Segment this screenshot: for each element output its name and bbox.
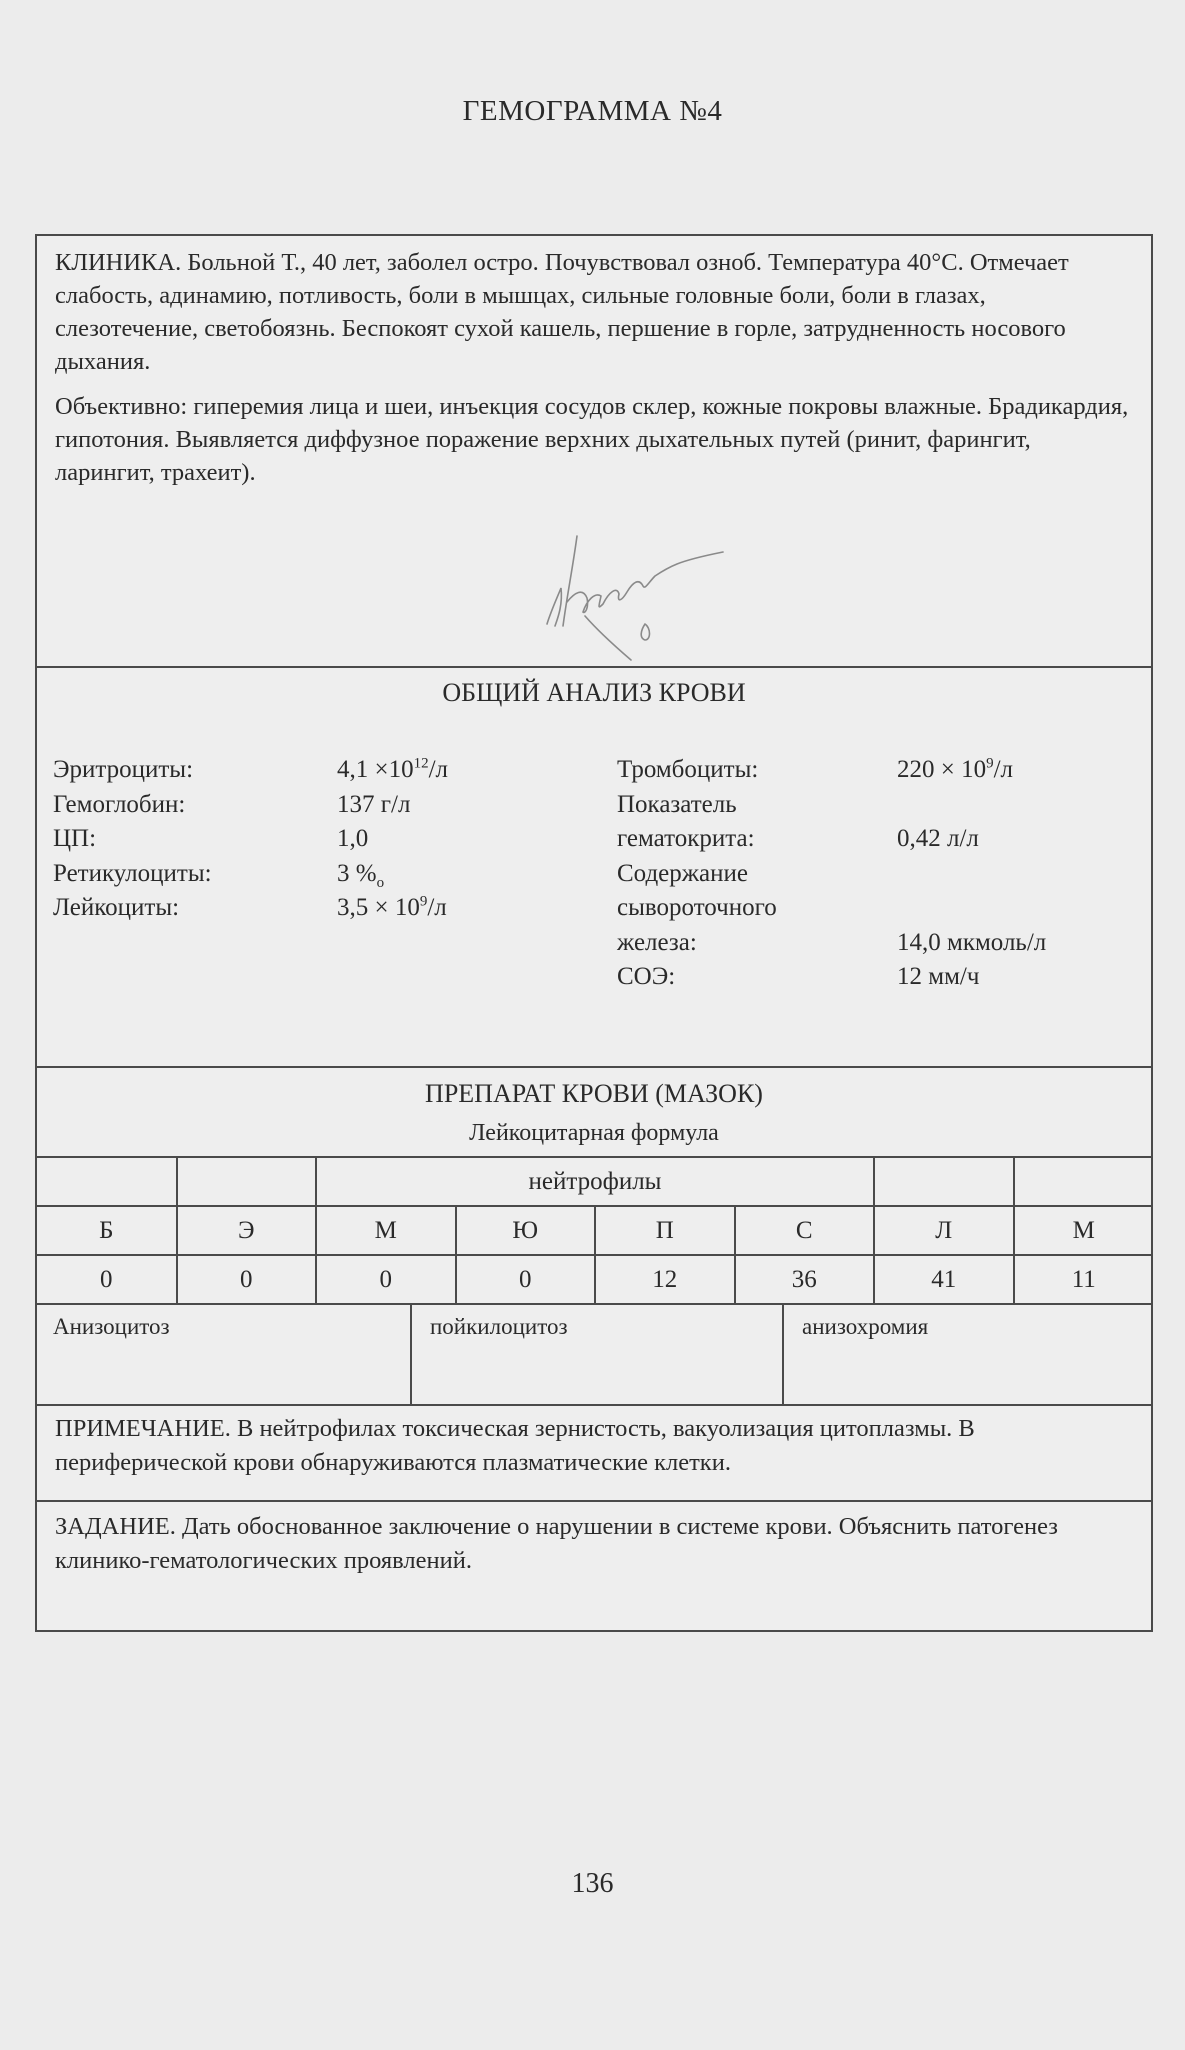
cbc-right-labels	[617, 753, 777, 995]
column-header: Ю	[456, 1206, 596, 1255]
leukocytes-value: $3,5 \times 10^9/л$	[337, 893, 447, 921]
leukocytes-label: Лейкоциты:	[53, 894, 180, 921]
clinic-paragraph: КЛИНИКА. Больной Т., 40 лет, заболел остро. Почувствовал озноб. Температура 40°С. Отмечает слабость, адинамию, потливость, боли в мышцах, сильные головные боли, боли в глазах, слезотечение, светобоязнь. Беспокоят сухой кашель, першение в горле, затрудненность носового дыхания.	[55, 249, 1069, 375]
anisocytosis-cell: Анизоцитоз	[53, 1314, 170, 1339]
table-row	[37, 1255, 1153, 1304]
table-cell: 11	[1014, 1255, 1154, 1304]
table-cell: 0	[37, 1255, 177, 1304]
objective-paragraph: Объективно: гиперемия лица и шеи, инъекция сосудов склер, кожные покровы влажные. Брадикардия, гипотония. Выявляется диффузное поражение верхних дыхательных путей (ринит, фарингит, ларингит, трахеит).	[55, 393, 1129, 486]
task-text: ЗАДАНИЕ. Дать обоснованное заключение о нарушении в системе крови. Объяснить патогенез клинико-гематологических проявлений.	[55, 1513, 1058, 1574]
hematocrit-value: 0,42 л/л	[897, 825, 979, 852]
erythrocyte-morphology-row	[37, 1304, 1153, 1406]
color-index-value: 1,0	[337, 825, 369, 852]
column-header: Л	[874, 1206, 1014, 1255]
clinic-section	[37, 236, 1151, 668]
signature-icon	[527, 516, 757, 666]
column-header: Б	[37, 1206, 177, 1255]
smear-heading: ПРЕПАРАТ КРОВИ (МАЗОК)	[425, 1079, 763, 1108]
note-text: ПРИМЕЧАНИЕ. В нейтрофилах токсическая зернистость, вакуолизация цитоплазмы. В периферической крови обнаруживаются плазматические клетки.	[55, 1415, 975, 1476]
task-section	[37, 1502, 1151, 1632]
anisochromia-cell: анизохромия	[782, 1304, 1153, 1404]
hemoglobin-value: 137 г/л	[337, 790, 411, 818]
hematocrit-label-1: Показатель	[617, 790, 737, 818]
esr-label: СОЭ:	[617, 963, 676, 990]
page-title: ГЕМОГРАММА №4	[462, 95, 723, 127]
table-cell: 0	[456, 1255, 596, 1304]
neutrophils-header: нейтрофилы	[316, 1157, 874, 1206]
erythrocytes-value: $4,1 \times 10^{12}/л$	[337, 755, 449, 783]
serum-iron-label-3: железа:	[617, 928, 697, 956]
serum-iron-label-2: сывороточного	[617, 894, 777, 921]
leukocyte-formula-heading: Лейкоцитарная формула	[469, 1120, 719, 1146]
table-cell: 0	[316, 1255, 456, 1304]
column-header: П	[595, 1206, 735, 1255]
column-header: М	[1014, 1206, 1154, 1255]
column-header: С	[735, 1206, 875, 1255]
table-cell: 12	[595, 1255, 735, 1304]
cbc-heading: ОБЩИЙ АНАЛИЗ КРОВИ	[442, 678, 746, 707]
table-row	[37, 1157, 1153, 1206]
serum-iron-label-1: Содержание	[617, 859, 748, 887]
erythrocytes-label: Эритроциты:	[53, 756, 194, 783]
esr-value: 12 мм/ч	[897, 963, 980, 990]
cbc-left-labels	[53, 753, 212, 926]
reticulocytes-value: 3 $\%_o$	[337, 859, 385, 891]
column-header: М	[316, 1206, 456, 1255]
page-number: 136	[571, 1868, 614, 1899]
cbc-left-values	[337, 753, 448, 926]
platelets-label: Тромбоциты:	[617, 756, 759, 783]
serum-iron-value: 14,0 мкмоль/л	[897, 928, 1047, 956]
leukocyte-formula-table	[37, 1156, 1153, 1305]
platelets-value: $220 \times 10^9/л$	[897, 755, 1014, 783]
table-cell: 36	[735, 1255, 875, 1304]
note-section	[37, 1404, 1151, 1502]
table-cell: 0	[177, 1255, 317, 1304]
cbc-section	[37, 668, 1151, 1068]
hemoglobin-label: Гемоглобин:	[53, 790, 186, 818]
hemogram-card	[35, 234, 1153, 1632]
cbc-right-values	[897, 753, 1046, 995]
poikilocytosis-cell: пойкилоцитоз	[410, 1304, 782, 1404]
hematocrit-label-2: гематокрита:	[617, 825, 755, 852]
column-header: Э	[177, 1206, 317, 1255]
reticulocytes-label: Ретикулоциты:	[53, 859, 212, 887]
table-row	[37, 1206, 1153, 1255]
smear-section	[37, 1068, 1151, 1428]
table-cell: 41	[874, 1255, 1014, 1304]
color-index-label: ЦП:	[53, 825, 97, 852]
